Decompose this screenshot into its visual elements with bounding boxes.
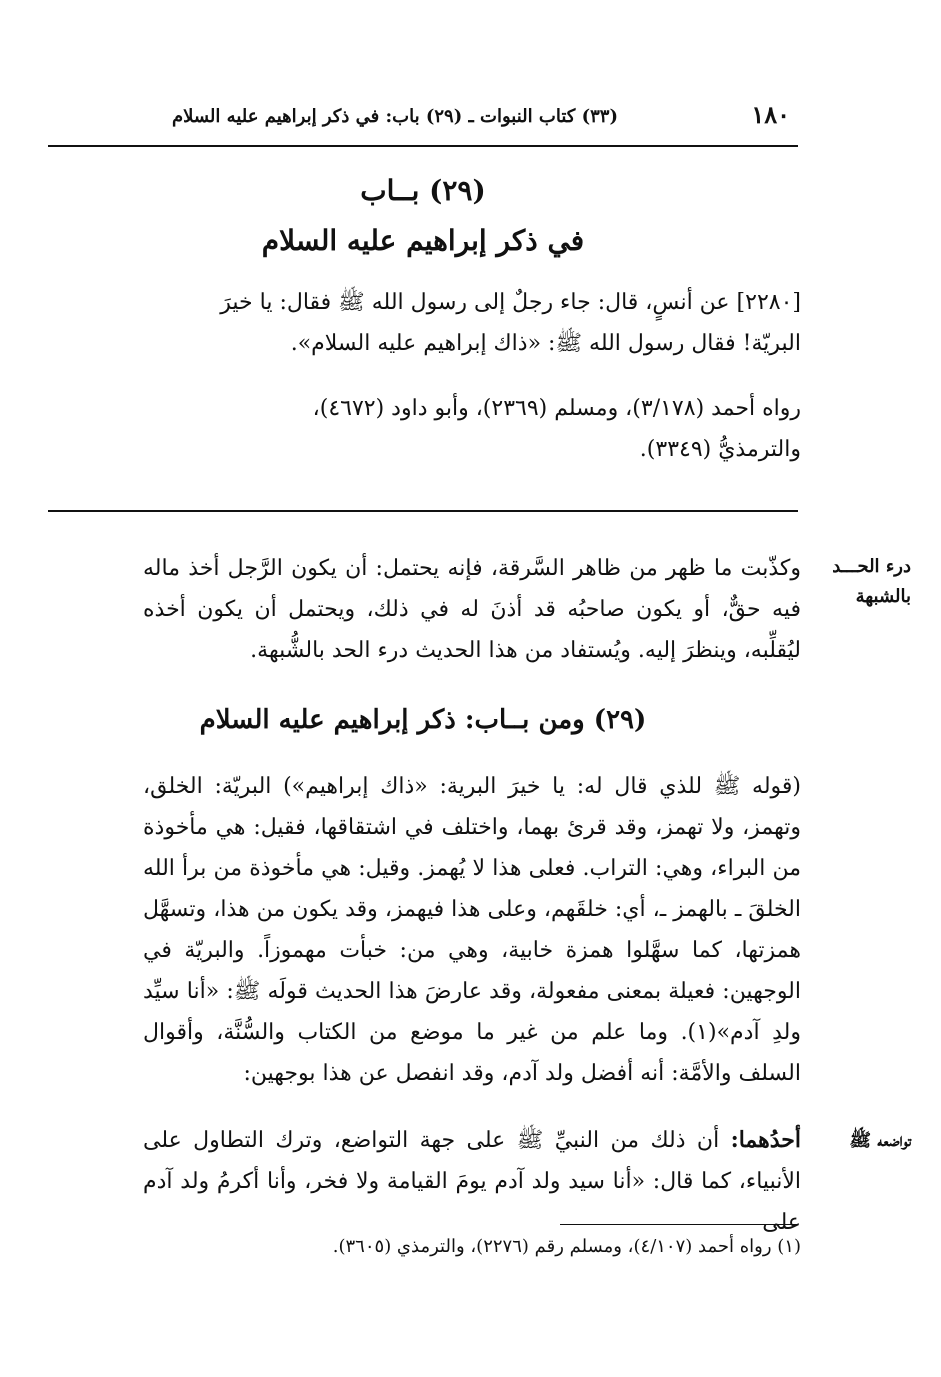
- hadith-source-block: [143, 388, 801, 470]
- footnote-rule: [560, 1224, 798, 1225]
- hadith-text-block: [143, 282, 801, 364]
- header-rule: [48, 145, 798, 147]
- hadith-source-line: والترمذيُّ (٣٣٤٩).: [639, 437, 801, 462]
- footnote: (١) رواه أحمد (٤/١٠٧)، ومسلم رقم (٢٢٧٦)، والترمذي (٣٦٠٥).: [332, 1236, 801, 1257]
- margin-note-hadd: درء الحـــد بالشبهة: [832, 556, 911, 607]
- hadith-source-line: رواه أحمد (٣/١٧٨)، ومسلم (٢٣٦٩)، وأبو داود (٤٦٧٢)،: [312, 396, 801, 421]
- paragraph-text: أن ذلك من النبيِّ ﷺ على جهة التواضع، وترك التطاول على الأنبياء، كما قال: «أنا سيد ولد آدم يومَ القيامة ولا فخر، وأنا أكرمُ ولد آدم على: [143, 1128, 801, 1235]
- section-divider: [48, 510, 798, 512]
- chapter-title-heading: في ذكر إبراهيم عليه السلام: [261, 224, 585, 257]
- paragraph-lead-word: أحدُهما:: [730, 1127, 801, 1153]
- commentary-subheading: (٢٩) ومن بــاب: ذكر إبراهيم عليه السلام: [199, 705, 647, 735]
- hadith-text-line: البريّة! فقال رسول الله ﷺ: «ذاك إبراهيم عليه السلام».: [290, 331, 801, 356]
- running-header: [48, 96, 798, 148]
- running-header-title: (٣٣) كتاب النبوات ـ (٢٩) باب: في ذكر إبراهيم عليه السلام: [171, 106, 618, 127]
- margin-note-humility: تواضعه ﷺ: [849, 1130, 911, 1151]
- commentary-paragraph: وكذّبت ما ظهر من ظاهر السَّرقة، فإنه يحتمل: أن يكون الرَّجل أخذ ماله فيه حقٌّ، أو يكون صاحبُه قد أذنَ له في ذلك، ويحتمل أن يكون أخذه ليُقلِّبه، وينظرَ إليه. ويُستفاد من هذا الحديث درء الحد بالشُّبهة.: [143, 556, 801, 663]
- chapter-number-heading: (٢٩) بــاب: [360, 174, 486, 207]
- page-number: ١٨٠: [751, 100, 790, 129]
- commentary-paragraph: (قوله ﷺ للذي قال له: يا خيرَ البرية: «ذاك إبراهيم») البريّة: الخلق، وتهمز، ولا تهمز، وقد قرئ بهما، واختلف في اشتقاقها، فقيل: هي مأخوذة من البراء، وهي: التراب. فعلى هذا لا يُهمز. وقيل: هي مأخوذة من برأ الله الخلقَ ـ بالهمز ـ، أي: خلقَهم، وعلى هذا فيهمز، وقد يكون من هذا، وتسهَّل همزتها، كما سهَّلوا همزة خابية، وهي من: خبأت مهموزاً. والبريّة في الوجهين: فعيلة بمعنى مفعولة، وقد عارضَ هذا الحديث قولَه ﷺ: «أنا سيِّد ولدِ آدم»(١). وما علم من غير ما موضع من الكتاب والسُّنَّة، وأقوال السلف والأمَّة: أنه أفضل ولد آدم، وقد انفصل عن هذا بوجهين:: [143, 774, 802, 1086]
- hadith-text-line: [٢٢٨٠] عن أنسٍ، قال: جاء رجلٌ إلى رسول الله ﷺ فقال: يا خيرَ: [220, 290, 801, 315]
